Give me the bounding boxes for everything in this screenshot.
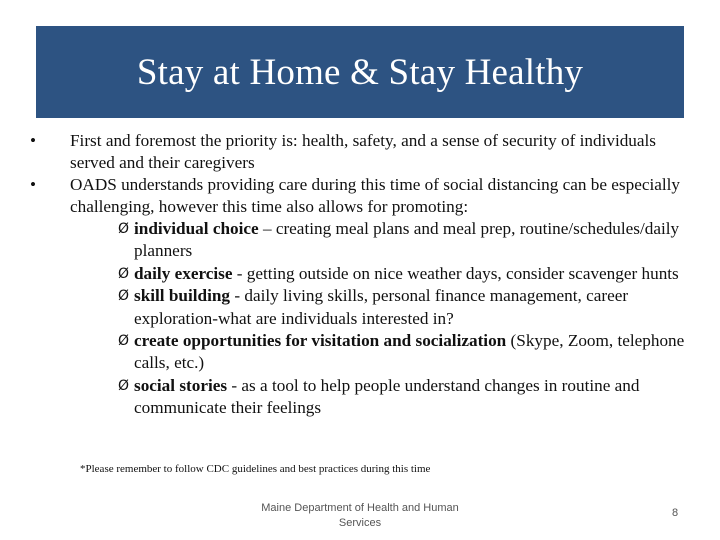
sub-bullet-item (118, 330, 690, 375)
sub-bullet-item (118, 218, 690, 263)
bullet-icon: • (30, 131, 37, 150)
slide-title: Stay at Home & Stay Healthy (136, 51, 584, 93)
bullet-text: First and foremost the priority is: health, safety, and a sense of security of individuals served and their caregivers (70, 131, 656, 172)
footer-organization: Maine Department of Health and Human Services (261, 502, 459, 529)
bullet-item (30, 130, 690, 174)
bullet-text: OADS understands providing care during this time of social distancing can be especially challenging, however this time also allows for promoting: (70, 175, 681, 216)
sub-bullet-keyword: individual choice (134, 219, 259, 238)
arrow-bullet-icon: Ø (118, 265, 130, 282)
sub-bullet-text: – creating meal plans and meal prep, routine/schedules/daily planners (134, 219, 680, 261)
sub-bullet-keyword: create opportunities for visitation and socialization (134, 331, 507, 351)
sub-bullet-text: - getting outside on nice weather days, consider scavenger hunts (232, 263, 679, 283)
sub-bullet-text: (Skype, Zoom, telephone calls, etc.) (134, 331, 685, 373)
sub-bullet-keyword: daily exercise (134, 263, 233, 283)
bullet-icon: • (30, 175, 37, 194)
page-number: 8 (671, 507, 679, 519)
title-banner (36, 26, 684, 118)
sub-bullet-item (118, 375, 690, 420)
arrow-bullet-icon: Ø (118, 221, 130, 237)
sub-bullet-item (118, 285, 690, 330)
bullet-item (30, 174, 690, 218)
sub-bullet-text: - as a tool to help people understand changes in routine and communicate their feelings (134, 375, 640, 418)
arrow-bullet-icon: Ø (118, 333, 130, 350)
sub-bullet-text: - daily living skills, personal finance management, career exploration-what are individuals interested in? (134, 286, 629, 328)
sub-bullet-keyword: skill building (134, 286, 231, 306)
arrow-bullet-icon: Ø (118, 288, 130, 305)
arrow-bullet-icon: Ø (118, 377, 130, 394)
slide-body (30, 130, 690, 420)
sub-bullet-keyword: social stories (134, 375, 228, 395)
footnote: *Please remember to follow CDC guidelines and best practices during this time (80, 463, 431, 475)
sub-bullet-item (118, 263, 690, 285)
